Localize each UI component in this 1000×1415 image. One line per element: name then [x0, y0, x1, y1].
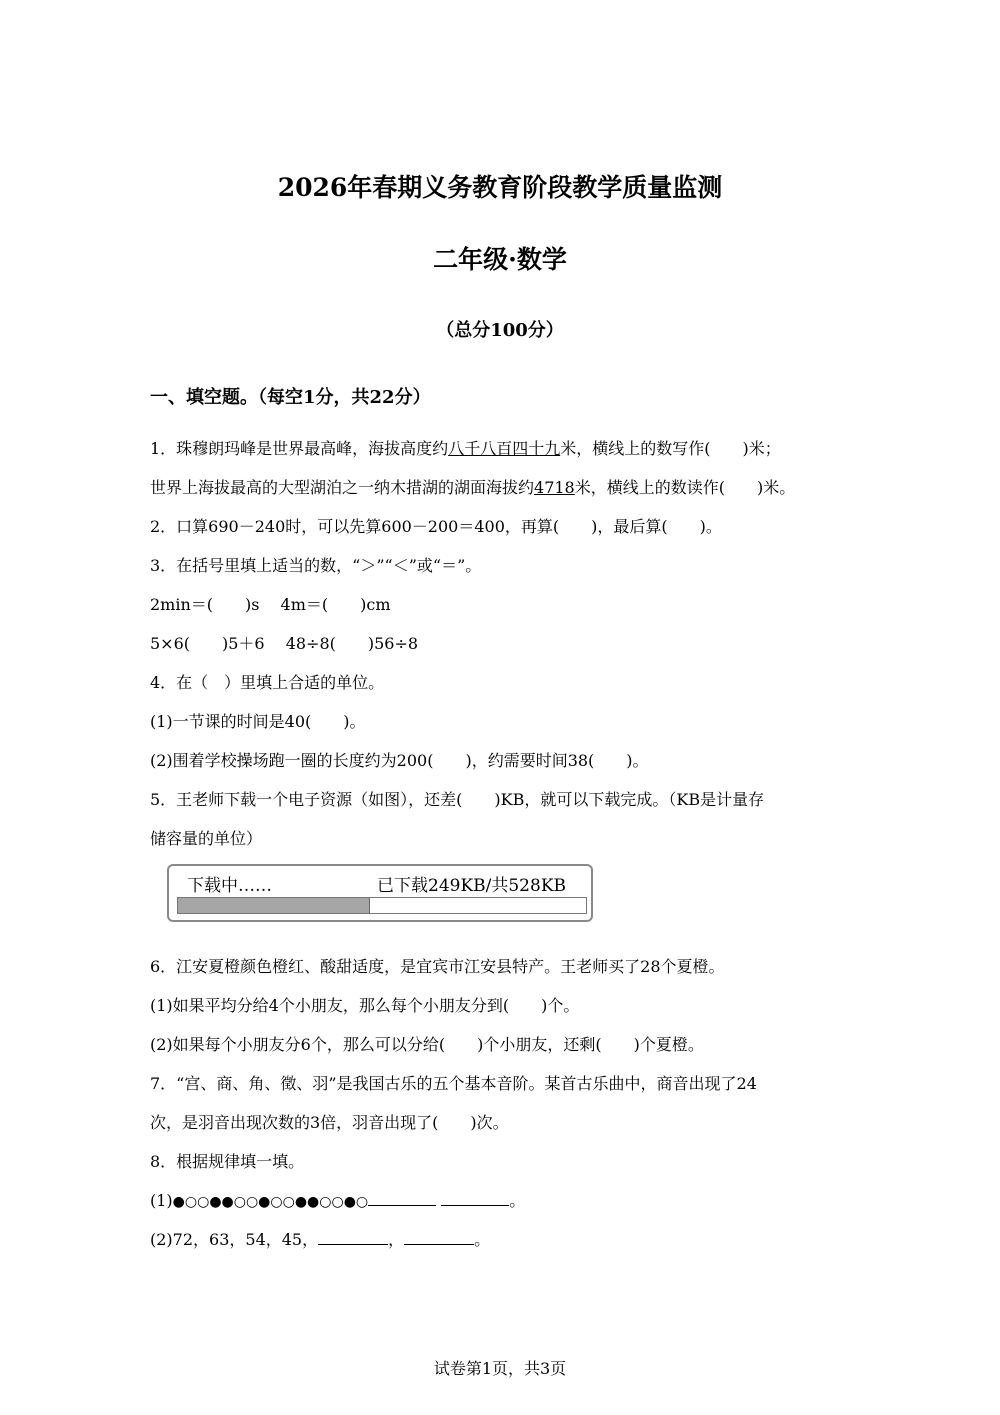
answer-blank[interactable]	[318, 1230, 388, 1245]
question-2: 2．口算690－240时，可以先算600－200＝400，再算( )，最后算( )。	[150, 517, 722, 536]
question-5-line-2: 储容量的单位）	[150, 829, 263, 848]
question-4-part-1: (1)一节课的时间是40( )。	[150, 712, 366, 731]
question-1-line-2: 世界上海拔最高的大型湖泊之一纳木措湖的湖面海拔约4718米，横线上的数读作( )米。	[150, 478, 796, 497]
question-3-row-1: 2min＝( )s 4m＝( )cm	[150, 595, 391, 614]
question-1-line-1: 1．珠穆朗玛峰是世界最高峰，海拔高度约八千八百四十九米，横线上的数写作( )米；	[150, 439, 781, 458]
dot-pattern: ●○○●●○○●○○●●○○●○	[172, 1194, 369, 1210]
exam-title: 2026年春期义务教育阶段教学质量监测	[277, 173, 723, 202]
question-5-line-1: 5．王老师下载一个电子资源（如图），还差( )KB，就可以下载完成。（KB是计量存	[150, 790, 765, 809]
download-progress-figure	[167, 864, 593, 922]
progress-bar-fill	[178, 898, 370, 913]
question-7-line-1: 7．“宫、商、角、徵、羽”是我国古乐的五个基本音阶。某首古乐曲中，商音出现了24	[150, 1074, 757, 1093]
underlined-number-words: 八千八百四十九	[448, 439, 561, 458]
question-4-stem: 4．在（ ）里填上合适的单位。	[150, 673, 385, 692]
question-8-part-2: (2)72，63，54，45， ， 。	[150, 1230, 491, 1249]
question-4-part-2: (2)围着学校操场跑一圈的长度约为200( )，约需要时间38( )。	[150, 751, 649, 770]
question-6-part-2: (2)如果每个小朋友分6个，那么可以分给( )个小朋友，还剩( )个夏橙。	[150, 1035, 704, 1054]
exam-subtitle: 二年级·数学	[433, 245, 567, 274]
answer-blank[interactable]	[404, 1230, 474, 1245]
question-7-line-2: 次，是羽音出现次数的3倍，羽音出现了( )次。	[150, 1113, 509, 1132]
answer-blank[interactable]	[441, 1191, 509, 1206]
download-amount: 已下载249KB/共528KB	[377, 876, 567, 896]
question-3-row-2: 5×6( )5＋6 48÷8( )56÷8	[150, 634, 419, 653]
total-score: （总分100分）	[436, 320, 564, 341]
question-8-part-1: (1)●○○●●○○●○○●●○○●○ 。	[150, 1191, 526, 1210]
progress-bar	[177, 897, 587, 914]
question-6-part-1: (1)如果平均分给4个小朋友，那么每个小朋友分到( )个。	[150, 996, 580, 1015]
section-heading: 一、填空题。（每空1分，共22分）	[150, 387, 431, 408]
underlined-number: 4718	[534, 478, 575, 497]
question-8-stem: 8．根据规律填一填。	[150, 1152, 305, 1171]
answer-blank[interactable]	[368, 1191, 436, 1206]
page-footer: 试卷第1页，共3页	[433, 1359, 567, 1378]
question-3-stem: 3．在括号里填上适当的数，“＞”“＜”或“＝”。	[150, 556, 482, 575]
download-status: 下载中……	[187, 876, 272, 896]
question-6-stem: 6．江安夏橙颜色橙红、酸甜适度，是宜宾市江安县特产。王老师买了28个夏橙。	[150, 957, 725, 976]
